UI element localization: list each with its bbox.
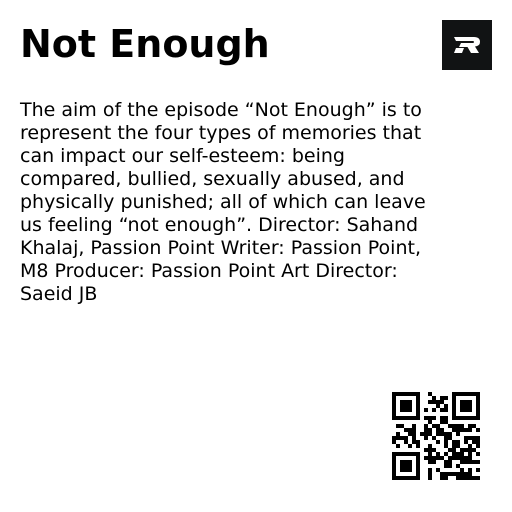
qr-module — [476, 452, 480, 456]
qr-module — [476, 460, 480, 464]
qr-module — [436, 404, 440, 408]
qr-module — [448, 464, 452, 468]
qr-module — [440, 400, 444, 404]
qr-module — [432, 416, 436, 420]
qr-module — [460, 476, 464, 480]
qr-module — [468, 448, 472, 452]
qr-module — [444, 416, 448, 420]
qr-module — [476, 436, 480, 440]
qr-module — [448, 448, 452, 452]
qr-module — [464, 436, 468, 440]
qr-module — [468, 444, 472, 448]
qr-module — [460, 448, 464, 452]
qr-module — [432, 436, 436, 440]
qr-module — [424, 424, 428, 428]
qr-module — [476, 440, 480, 444]
qr-module — [400, 436, 404, 440]
qr-module — [424, 428, 428, 432]
qr-module — [444, 476, 448, 480]
qr-module — [468, 472, 472, 476]
qr-module — [452, 428, 456, 432]
qr-module — [436, 440, 440, 444]
qr-module — [456, 456, 460, 460]
qr-code-pattern — [392, 392, 480, 480]
qr-module — [440, 396, 444, 400]
qr-module — [436, 400, 440, 404]
qr-module — [428, 444, 432, 448]
qr-module — [472, 448, 476, 452]
qr-module — [464, 448, 468, 452]
qr-module — [456, 432, 460, 436]
brand-logo-glyph — [452, 36, 482, 54]
qr-module — [428, 456, 432, 460]
qr-module — [452, 424, 456, 428]
qr-module — [444, 440, 448, 444]
qr-module — [444, 404, 448, 408]
qr-module — [464, 460, 468, 464]
qr-module — [444, 408, 448, 412]
qr-module — [460, 468, 464, 472]
qr-module — [428, 392, 432, 396]
qr-module — [464, 472, 468, 476]
qr-module — [460, 452, 464, 456]
qr-module — [448, 432, 452, 436]
qr-module — [456, 424, 460, 428]
qr-module — [444, 472, 448, 476]
qr-finder-center — [460, 400, 472, 412]
qr-module — [452, 440, 456, 444]
qr-module — [440, 428, 444, 432]
qr-module — [408, 428, 412, 432]
qr-module — [432, 456, 436, 460]
qr-module — [412, 424, 416, 428]
qr-module — [428, 452, 432, 456]
qr-module — [472, 436, 476, 440]
qr-module — [452, 448, 456, 452]
qr-module — [464, 428, 468, 432]
qr-module — [428, 400, 432, 404]
qr-module — [452, 472, 456, 476]
qr-module — [404, 428, 408, 432]
qr-module — [424, 448, 428, 452]
page-title: Not Enough — [20, 22, 270, 66]
qr-module — [424, 416, 428, 420]
qr-module — [428, 460, 432, 464]
qr-module — [432, 460, 436, 464]
qr-module — [460, 472, 464, 476]
qr-module — [448, 460, 452, 464]
qr-module — [460, 456, 464, 460]
brand-logo-icon[interactable] — [442, 20, 492, 70]
qr-module — [452, 456, 456, 460]
qr-module — [412, 440, 416, 444]
qr-module — [456, 472, 460, 476]
qr-module — [396, 444, 400, 448]
qr-module — [424, 456, 428, 460]
qr-finder-center — [400, 400, 412, 412]
qr-module — [432, 448, 436, 452]
qr-module — [468, 424, 472, 428]
qr-module — [440, 416, 444, 420]
qr-module — [452, 452, 456, 456]
episode-description: The aim of the episode “Not Enough” is to represent the four types of memories that can impact our self-esteem: being compared, bullied, sexually abused, and physically punished; all of which can leave us feeling “not enough”. Director: Sahand Khalaj, Passion Point Writer: Passion Point, M8 Producer: Passion Point Art Director: Saeid JB — [20, 99, 426, 305]
qr-module — [428, 468, 432, 472]
qr-module — [448, 472, 452, 476]
qr-module — [456, 428, 460, 432]
qr-module — [476, 444, 480, 448]
qr-module — [428, 472, 432, 476]
qr-module — [428, 428, 432, 432]
qr-module — [468, 460, 472, 464]
qr-module — [412, 436, 416, 440]
qr-module — [412, 428, 416, 432]
qr-module — [436, 428, 440, 432]
qr-module — [404, 436, 408, 440]
qr-module — [448, 424, 452, 428]
qr-module — [420, 432, 424, 436]
qr-module — [444, 436, 448, 440]
qr-module — [436, 468, 440, 472]
qr-module — [444, 420, 448, 424]
qr-module — [432, 424, 436, 428]
qr-module — [432, 400, 436, 404]
qr-module — [472, 424, 476, 428]
qr-module — [444, 460, 448, 464]
qr-module — [396, 436, 400, 440]
qr-module — [428, 432, 432, 436]
qr-module — [464, 456, 468, 460]
qr-module — [472, 460, 476, 464]
qr-module — [392, 440, 396, 444]
qr-module — [436, 424, 440, 428]
qr-module — [436, 452, 440, 456]
qr-module — [412, 432, 416, 436]
qr-module — [428, 416, 432, 420]
qr-module — [460, 424, 464, 428]
qr-module — [428, 448, 432, 452]
qr-module — [444, 452, 448, 456]
qr-module — [440, 476, 444, 480]
qr-module — [408, 444, 412, 448]
qr-code-icon[interactable] — [392, 392, 480, 480]
qr-module — [472, 440, 476, 444]
qr-module — [444, 444, 448, 448]
qr-module — [440, 456, 444, 460]
qr-module — [456, 444, 460, 448]
qr-module — [408, 432, 412, 436]
qr-module — [432, 408, 436, 412]
qr-module — [468, 476, 472, 480]
qr-module — [400, 424, 404, 428]
qr-module — [464, 476, 468, 480]
qr-module — [456, 452, 460, 456]
qr-module — [428, 476, 432, 480]
qr-module — [436, 432, 440, 436]
qr-module — [452, 444, 456, 448]
qr-module — [424, 408, 428, 412]
qr-module — [416, 444, 420, 448]
qr-finder-center — [400, 460, 412, 472]
qr-module — [428, 420, 432, 424]
qr-module — [444, 464, 448, 468]
qr-module — [456, 464, 460, 468]
qr-module — [432, 396, 436, 400]
qr-module — [440, 472, 444, 476]
qr-module — [472, 476, 476, 480]
qr-module — [476, 476, 480, 480]
qr-module — [424, 432, 428, 436]
qr-module — [468, 468, 472, 472]
qr-module — [392, 436, 396, 440]
qr-module — [456, 440, 460, 444]
qr-module — [468, 436, 472, 440]
qr-module — [448, 456, 452, 460]
qr-module — [464, 440, 468, 444]
qr-module — [476, 428, 480, 432]
qr-module — [444, 432, 448, 436]
qr-module — [460, 460, 464, 464]
qr-module — [436, 456, 440, 460]
qr-module — [440, 420, 444, 424]
qr-module — [468, 428, 472, 432]
qr-module — [468, 456, 472, 460]
qr-module — [456, 476, 460, 480]
qr-module — [396, 432, 400, 436]
qr-module — [476, 468, 480, 472]
qr-module — [416, 440, 420, 444]
qr-module — [404, 440, 408, 444]
qr-module — [448, 436, 452, 440]
qr-module — [396, 424, 400, 428]
qr-module — [424, 436, 428, 440]
qr-module — [440, 408, 444, 412]
qr-module — [444, 396, 448, 400]
qr-module — [460, 428, 464, 432]
qr-module — [440, 432, 444, 436]
qr-module — [468, 452, 472, 456]
